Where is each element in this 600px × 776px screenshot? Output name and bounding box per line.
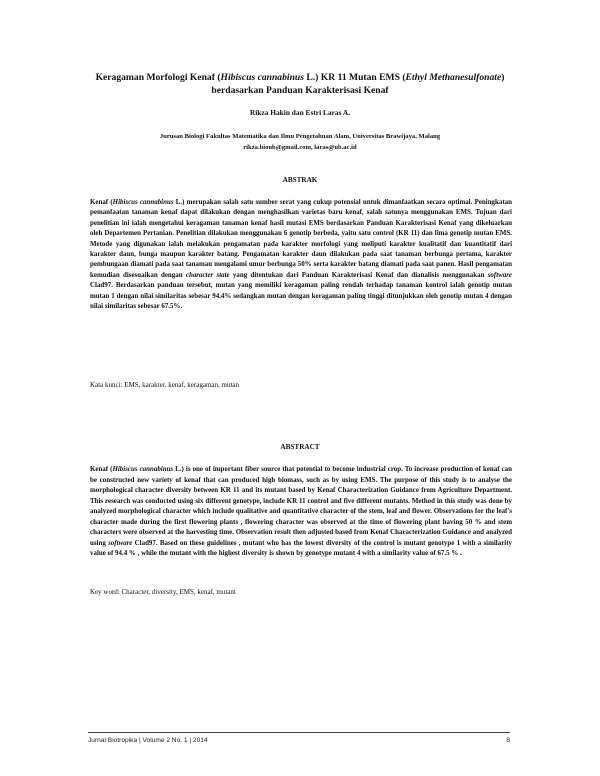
abstract-part: Clad97. Based on these guidelines , mutant who has the lowest diversity of the control is mutant genotype 1 with a similarity value of 94.4 % , while the mutant with the highest diversity is shown by genotype mutant 4 with a similarity value of 67.5 % . bbox=[90, 538, 512, 557]
author-emails: rikza.bionb@gmail.com, laras@ub.ac.id bbox=[243, 144, 357, 151]
keywords: Key word: Character, diversity, EMS, kenaf, mutant bbox=[90, 588, 236, 596]
journal-info: Jurnal Biotropika | Volume 2 No. 1 | 2014 bbox=[88, 737, 208, 744]
abstrak-character-state: character state bbox=[185, 270, 230, 279]
kata-kunci: Kata kunci: EMS, karakter, kenaf, keragaman, mutan bbox=[90, 381, 239, 389]
abstract-species: Hibiscus cannabinus bbox=[112, 465, 174, 473]
abstrak-part: Kenaf ( bbox=[90, 198, 113, 206]
abstract-part: L.) is one of important fiber source that potential to become industrial crop. To increase production of kenaf can be constructed new variety of kenaf that can produced high biomass, such as by using EMS. The purpose of this study is to analyse the morphological character diversity between KR 11 and its mutant based by Kenaf Characterization Guidance from Agriculture Department. This research was conducted using six different genotype, include KR 11 control and five different mutants. Method in this study was done by analyzed morphological character which include qualitative and quantitative character of the stem, leaf and flower. Observations for the leaf's character made during the first flowering plants , flowering character was observed at the time of flowering plant having 50 % and stem characters were observed at the harvesting time. Observation result then adjusted based from Kenaf Characterization Guidance and analyzed using bbox=[90, 465, 512, 547]
page-number: 8 bbox=[506, 737, 510, 744]
title-part: Keragaman Morfologi Kenaf ( bbox=[95, 72, 221, 83]
authors: Rikza Hakin dan Estri Laras A. bbox=[249, 108, 351, 117]
affiliation-line: Jurusan Biologi Fakultas Matematika dan Ilmu Pengetahuan Alam, Universitas Brawijaya, Malang bbox=[159, 133, 441, 140]
abstrak-species: Hibiscus cannabinus bbox=[112, 198, 174, 206]
abstrak-software: software bbox=[487, 270, 513, 279]
abstract-text bbox=[90, 464, 512, 559]
footer bbox=[88, 737, 510, 744]
footer-divider bbox=[88, 732, 510, 733]
affiliation bbox=[70, 131, 530, 153]
title-ems: Ethyl Methanesulfonate bbox=[405, 72, 502, 83]
title-part: L.) KR 11 Mutan EMS ( bbox=[303, 72, 406, 83]
abstract-heading: ABSTRACT bbox=[280, 443, 320, 451]
title-species: Hibiscus cannabinus bbox=[220, 72, 304, 83]
paper-title bbox=[70, 71, 530, 97]
abstract-software: software bbox=[108, 538, 133, 547]
title-part: ) berdasarkan Panduan Karakterisasi Kenaf bbox=[211, 72, 505, 96]
abstrak-part: Clad97. Berdasarkan panduan tersebut, mutan yang memiliki keragaman paling rendah terhadap tanaman kontrol ialah genotip mutan mutan 1 dengan nilai similaritas sebesar 94.4% sedangkan mutan dengan keragaman paling tinggi ditunjukkan oleh genotip mutan 4 dengan nilai similaritas sebesar 67.5%. bbox=[90, 281, 512, 311]
abstrak-text bbox=[90, 197, 512, 311]
abstrak-part: yang ditentukan dari Panduan Karakterisasi Kenaf dan dianalisis menggunakan bbox=[229, 270, 488, 279]
abstrak-part: L.) merupakan salah satu sumber serat yang cukup potensial untuk dimanfaatkan secara optimal. Peningkatan pemanfaatan tanaman kenaf dapat dilakukan dengan menghasilkan varietas baru kenaf, salah satunya menggunakan EMS. Tujuan dari penelitian ini ialah mengetahui keragaman tanaman kenaf hasil mutasi EMS berdasarkan Panduan Karakterisasi Kenaf yang dikeluarkan oleh Departemen Pertanian. Penelitian dilakukan menggunakan 6 genotip berbeda, yaitu satu control (KR 11) dan lima genotip mutan EMS. Metode yang digunakan ialah melakukan pengamatan pada karakter morfologi yang meliputi karakter kualitatif dan kuantitatif dari karakter daun, bunga maupun karakter batang. Pengamatan karakter daun dilakukan pada saat tanaman berbunga pertama, karakter pembungaan diamati pada saat tanaman mengalami umur berbunga 50% serta karakter batang diamati pada saat panen. Hasil pengamatan kemudian disesuaikan dengan bbox=[90, 198, 512, 279]
abstract-part: Kenaf ( bbox=[90, 465, 113, 473]
abstrak-heading: ABSTRAK bbox=[282, 176, 318, 184]
